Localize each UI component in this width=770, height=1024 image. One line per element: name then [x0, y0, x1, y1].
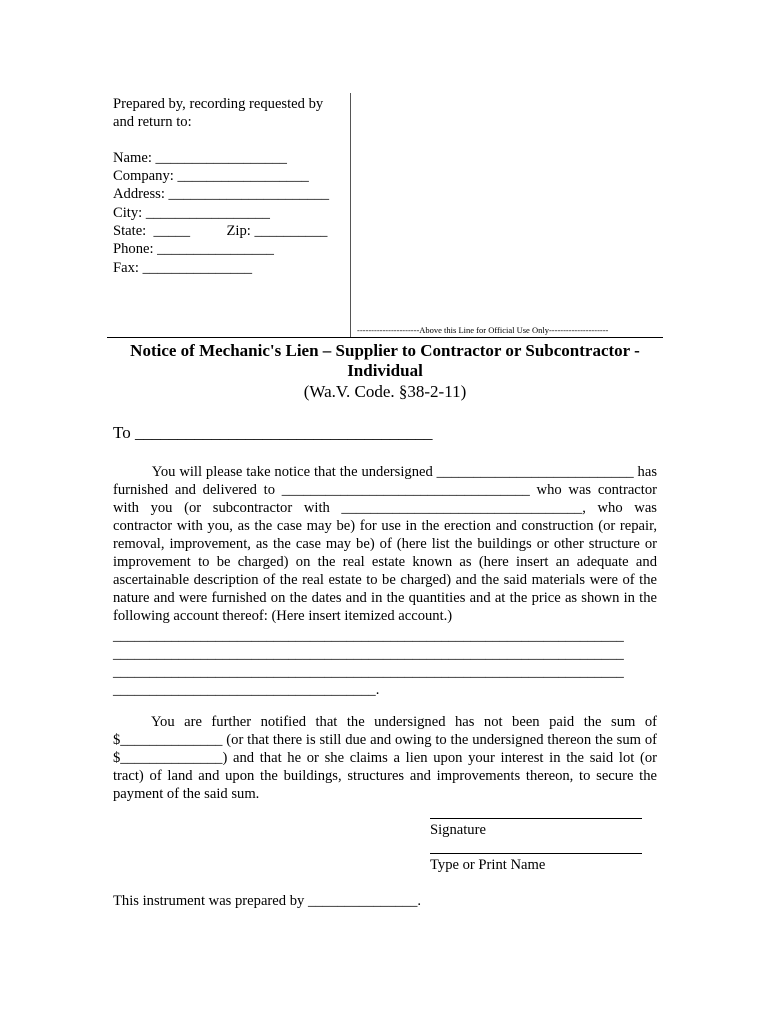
name-field[interactable]: Name: __________________ [113, 150, 287, 166]
statute-citation: (Wa.V. Code. §38-2-11) [303, 382, 467, 401]
recipient-line[interactable]: To ___________________________________ [113, 423, 433, 442]
document-title-line-2: Individual [347, 361, 423, 380]
company-field[interactable]: Company: __________________ [113, 168, 309, 184]
official-use-label: ----------------------Above this Line for Official Use Only--------------------- [357, 325, 609, 335]
city-field[interactable]: City: _________________ [113, 205, 270, 221]
payment-paragraph: You are further notified that the undersigned has not been paid the sum of $______________ (or that there is still due and owing to the undersigned thereon the sum of $______________) and that he or she claims a lien upon your interest in the said lot (or tract) of land and upon the buildings, structures and improvements thereon, to secure the payment of the said sum. [113, 714, 657, 802]
phone-field[interactable]: Phone: ________________ [113, 241, 274, 257]
header-divider-horizontal [107, 337, 663, 338]
print-name-line[interactable] [430, 853, 642, 854]
signature-label: Signature [430, 822, 486, 838]
prepared-by-line-2: and return to: [113, 114, 192, 130]
address-field[interactable]: Address: ______________________ [113, 186, 330, 202]
account-line-1[interactable]: ______________________________________________________________________ [113, 628, 624, 644]
prepared-by-line-1: Prepared by, recording requested by [113, 96, 324, 112]
header-divider-vertical [350, 93, 351, 338]
notice-paragraph: You will please take notice that the undersigned ___________________________ has furnished and delivered to __________________________________ who was contractor with you (or subcontractor with _________________________________, who was contractor with you, as the case may be) for use in the erection and construction (or repair, removal, improvement, as the case may be) of (here list the buildings or other structure or improvement to be charged) on the real estate known as (here insert an adequate and ascertainable description of the real estate to be charged) and the said materials were of the nature and were furnished on the dates and in the quantities and at the price as shown in the following account thereof: (Here insert itemized account.) [113, 464, 657, 624]
state-zip-field[interactable]: State: _____ Zip: __________ [113, 223, 328, 239]
signature-line[interactable] [430, 818, 642, 819]
account-line-2[interactable]: ______________________________________________________________________ [113, 646, 624, 662]
account-line-3[interactable]: ______________________________________________________________________ [113, 664, 624, 680]
fax-field[interactable]: Fax: _______________ [113, 260, 253, 276]
account-line-4[interactable]: ____________________________________. [113, 682, 380, 698]
prepared-by-footer: This instrument was prepared by _______________. [113, 893, 422, 909]
print-name-label: Type or Print Name [430, 857, 546, 873]
document-title-line-1: Notice of Mechanic's Lien – Supplier to Contractor or Subcontractor - [130, 341, 640, 360]
